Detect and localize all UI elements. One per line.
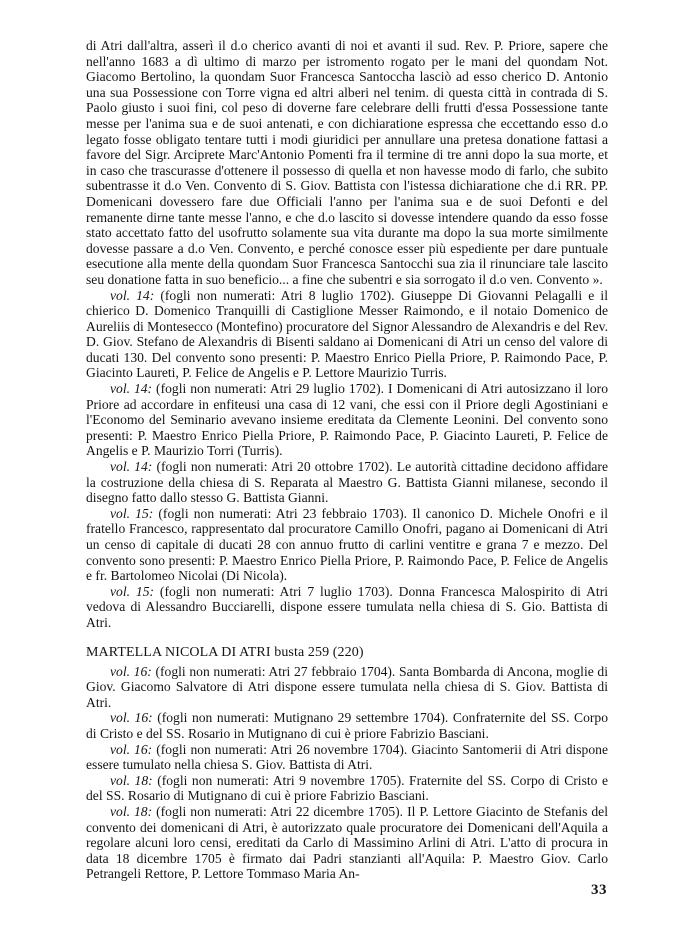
entry-text: (fogli non numerati: Atri 26 novembre 1704). Giacinto Santomerii di Atri dispone essere tumulato nella chiesa S. Giov. Battista di Atri. [86,741,608,773]
volume-reference: vol. 16: [110,710,153,726]
intro-paragraph: di Atri dall'altra, asserì il d.o cherico avanti di noi et avanti il sud. Rev. P. Priore, sapere che nell'anno 1683 a dì ultimo di marzo per istromento rogato per le mani del quondam Not. Giacomo Bertolino, la quondam Suor Francesca Santoccha lasciò ad esso cherico D. Antonio una sua Possessione con Torre vigna ed altri alberi nel tenim. di questa città in contrada di S. Paolo giusto i suoi fini, col peso di doverne fare celebrare delli frutti d'essa Possessione tante messe per l'anima sua e de suoi antenati, e con dichiaratione espressa che eccettando esso d.o legato fosse obligato tentare tutti i modi giuridici per annullare una pretesa donatione fattasi a favore del Sigr. Arciprete Marc'Antonio Pomenti fra il termine di tre anni dopo la sua morte, et in caso che trascurasse d'ottenere il possesso di quella et non havesse modo di farlo, che subito subentrasse it d.o Ven. Convento di S. Giov. Battista con l'istessa dichiaratione che d.i RR. PP. Domenicani dovessero fare due Officiali l'anno per l'anima sua e de suoi Defonti e del remanente dirne tante messe l'anno, e che d.o lascito si dovesse intendere quando da esso fosse stato accettato fatto del usofrutto solamente sua vita durante ma dopo la sua morte similmente dovesse passare a d.o Ven. Convento, e perché conosce esser più espediente per dare puntuale esecutione alla mente della quondam Suor Francesca Santocchi sua zia il rinunciare tale lascito seu donatione fatta in suo beneficio... a fine che subentri e sia sorrogato il d.o ven. Convento ». [86,38,608,287]
entry-text: (fogli non numerati: Mutignano 29 settembre 1704). Confraternite del SS. Corpo di Cristo e del SS. Rosario in Mutignano di cui è priore Fabrizio Basciani. [86,710,608,741]
volume-reference: vol. 14: [110,381,153,397]
entry-paragraph [86,664,608,711]
volume-reference: vol. 15: [110,583,155,599]
volume-reference: vol. 16: [110,741,153,757]
volume-reference: vol. 18: [110,772,153,788]
entry-paragraph [86,710,608,741]
entry-paragraph [86,742,608,773]
entry-text: (fogli non numerati: Atri 22 dicembre 1705). Il P. Lettore Giacinto de Stefanis del convento dei domenicani di Atri, è autorizzato quale procuratore dei Domenicani dell'Aquila a regolare alcuni loro censi, ereditati da Carlo di Massimino Arlini di Atri. L'atto di procura in data 18 dicembre 1705 è firmato dai Padri stanzianti all'Aquila: P. Maestro Giov. Carlo Petrangeli Rettore, P. Lettore Tommaso Maria An- [86,803,608,882]
entry-text: (fogli non numerati: Atri 29 luglio 1702). I Domenicani di Atri autosizzano il loro Priore ad accordare in enfiteusi una casa di 12 vani, che essi con il Priore degli Agostiniani e l'Economo del Seminario avevano insieme ereditata da Clemente Leonini. Del convento sono presenti: P. Maestro Enrico Piella Priore, P. Raimondo Pace, P. Giacinto Laureti, P. Felice de Angelis e P. Maurizio Torri (Turris). [86,381,609,459]
volume-reference: vol. 16: [110,663,152,679]
entry-paragraph [86,584,608,631]
section-heading: MARTELLA NICOLA DI ATRI busta 259 (220) [86,644,364,660]
volume-reference: vol. 14: [110,287,155,303]
entry-text: (fogli non numerati: Atri 27 febbraio 1704). Santa Bombarda di Ancona, moglie di Giov. Giacomo Salvatore di Atri dispone essere tumulata nella chiesa di S. Giov. Battista di Atri. [86,663,609,710]
entry-paragraph [86,381,608,459]
entry-paragraph [86,773,608,804]
entry-paragraph [86,459,608,506]
entry-paragraph [86,288,608,382]
entry-text: (fogli non numerati: Atri 7 luglio 1703). Donna Francesca Malospirito di Atri vedova di Alessandro Bucciarelli, dispone essere tumulata nella chiesa di S. Gio. Battista di Atri. [86,583,608,630]
volume-reference: vol. 15: [110,505,154,521]
entry-text: (fogli non numerati: Atri 20 ottobre 1702). Le autorità cittadine decidono affidare la costruzione della chiesa di S. Reparata al Maestro G. Battista Gianni milanese, secondo il disegno fatto dallo stesso G. Battista Gianni. [86,459,608,506]
page-number: 33 [591,882,607,898]
volume-reference: vol. 18: [110,803,153,819]
entry-text: (fogli non numerati: Atri 9 novembre 1705). Fraternite del SS. Corpo di Cristo e del SS. Rosario di Mutignano di cui è priore Fabrizio Basciani. [86,772,609,804]
entries-group-a [86,288,608,631]
entry-text: (fogli non numerati: Atri 8 luglio 1702). Giuseppe Di Giovanni Pelagalli e il chierico D. Domenico Tranquilli di Castiglione Messer Raimondo, e il notaio Domenico de Aureliis di Montesecco (Montefino) procuratore del Signor Alessandro de Alexandris e del Rev. D. Giov. Stefano de Alexandris di Bisenti saldano ai Domenicani di Atri un censo del valore di ducati 130. Del convento sono presenti: P. Maestro Enrico Piella Priore, P. Raimondo Pace, P. Giacinto Laureti, P. Felice de Angelis e P. Lettore Maurizio Turris. [86,287,608,381]
entries-group-b [86,664,608,882]
entry-paragraph [86,804,608,882]
entry-paragraph [86,506,608,584]
entry-text: (fogli non numerati: Atri 23 febbraio 1703). Il canonico D. Michele Onofri e il fratello Francesco, rappresentato dal procuratore Camillo Onofri, pagano ai Domenicani di Atri un censo di capitale di ducati 28 con annuo frutto di carlini ventitre e grana 7 e mezzo. Del convento sono presenti: P. Maestro Enrico Piella Priore, P. Raimondo Pace, P. Felice de Angelis e fr. Bartolomeo Nicolai (Di Nicola). [86,505,608,584]
volume-reference: vol. 14: [110,459,153,475]
